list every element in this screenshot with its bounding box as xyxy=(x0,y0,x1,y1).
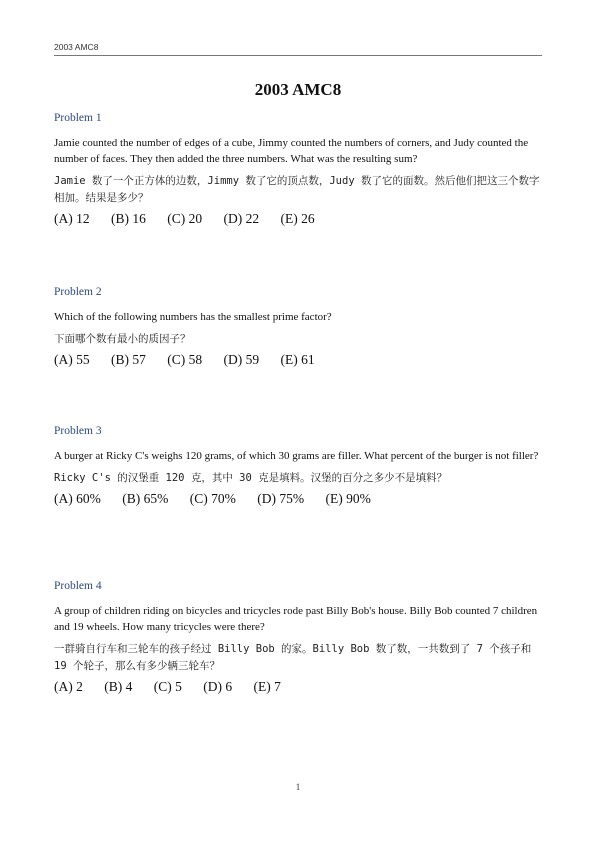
page-number: 1 xyxy=(295,782,301,792)
choice-a: (A) 2 xyxy=(54,679,83,694)
choice-e: (E) 61 xyxy=(280,352,315,367)
choice-d: (D) 22 xyxy=(223,211,260,226)
problem-4-title: Problem 4 xyxy=(54,580,102,592)
choice-a: (A) 55 xyxy=(54,352,90,367)
choice-d: (D) 6 xyxy=(203,679,233,694)
choice-c: (C) 58 xyxy=(167,352,203,367)
choice-e: (E) 26 xyxy=(280,211,315,226)
problem-3-english: A burger at Ricky C's weighs 120 grams, of which 30 grams are filler. What percent of the burger is not filler? xyxy=(54,450,539,462)
problem-1-english: Jamie counted the number of edges of a cube, Jimmy counted the numbers of corners, and Judy counted the number of faces. They then added the three numbers. What was the resulting sum? xyxy=(54,137,529,165)
choice-a: (A) 12 xyxy=(54,211,90,226)
running-header: 2003 AMC8 xyxy=(54,42,99,52)
problem-2 xyxy=(54,286,544,368)
choice-b: (B) 4 xyxy=(104,679,133,694)
choice-c: (C) 5 xyxy=(153,679,182,694)
problem-1 xyxy=(54,112,544,227)
problem-3-title: Problem 3 xyxy=(54,425,102,437)
choice-d: (D) 59 xyxy=(223,352,260,367)
problem-2-chinese: 下面哪个数有最小的质因子？ xyxy=(54,333,191,345)
choice-e: (E) 90% xyxy=(325,491,371,506)
page-title: 2003 AMC8 xyxy=(254,80,342,99)
problem-3-chinese: Ricky C's 的汉堡重 120 克，其中 30 克是填料。汉堡的百分之多少不是填料？ xyxy=(54,472,448,484)
choice-b: (B) 65% xyxy=(122,491,169,506)
choice-b: (B) 16 xyxy=(111,211,146,226)
problem-3-choices xyxy=(54,491,544,507)
problem-3 xyxy=(54,425,544,507)
problem-1-chinese: Jamie 数了一个正方体的边数，Jimmy 数了它的顶点数，Judy 数了它的面数。然后他们把这三个数字相加。结果是多少？ xyxy=(54,175,540,204)
header-divider xyxy=(54,55,542,56)
choice-b: (B) 57 xyxy=(111,352,146,367)
choice-a: (A) 60% xyxy=(54,491,101,506)
choice-e: (E) 7 xyxy=(253,679,281,694)
problem-1-title: Problem 1 xyxy=(54,112,102,124)
problem-1-choices xyxy=(54,211,544,227)
choice-c: (C) 70% xyxy=(189,491,236,506)
problem-2-english: Which of the following numbers has the smallest prime factor? xyxy=(54,311,332,323)
problem-2-choices xyxy=(54,352,544,368)
problem-4 xyxy=(54,580,544,695)
problem-2-title: Problem 2 xyxy=(54,286,102,298)
problem-4-chinese: 一群骑自行车和三轮车的孩子经过 Billy Bob 的家。Billy Bob 数了数，一共数到了 7 个孩子和 19 个轮子，那么有多少辆三轮车？ xyxy=(54,643,532,672)
problem-4-choices xyxy=(54,679,544,695)
problem-4-english: A group of children riding on bicycles and tricycles rode past Billy Bob's house. Billy Bob counted 7 children and 19 wheels. How many tricycles were there? xyxy=(54,605,538,633)
choice-d: (D) 75% xyxy=(257,491,305,506)
choice-c: (C) 20 xyxy=(167,211,203,226)
